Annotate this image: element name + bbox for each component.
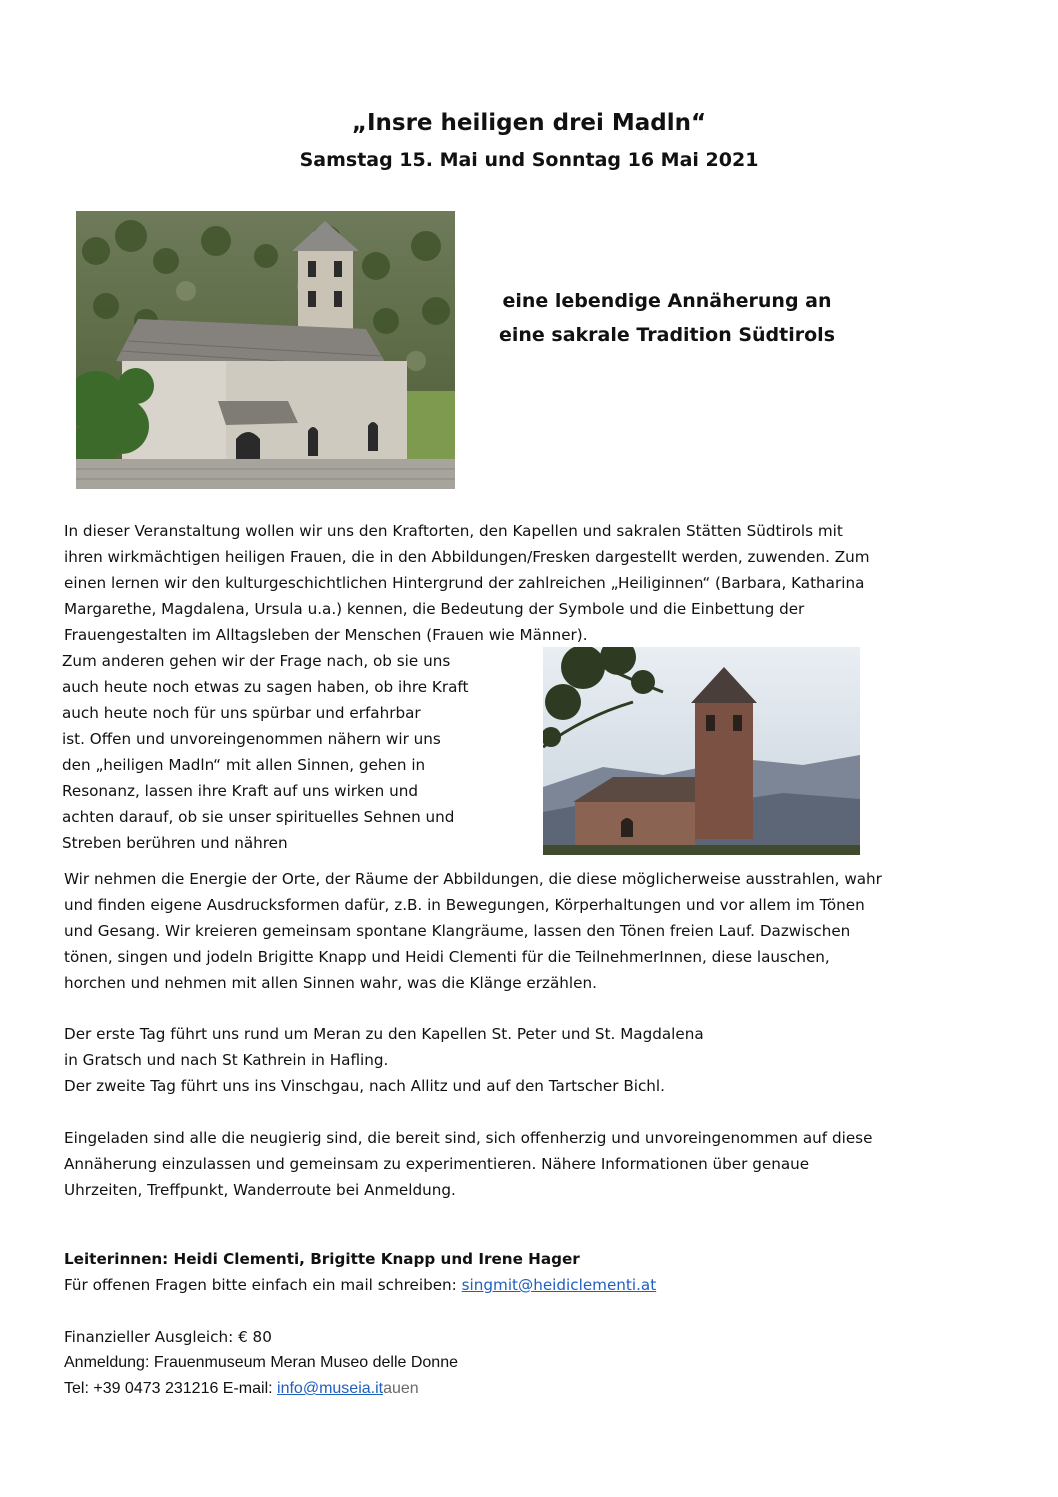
tagline-line: eine lebendige Annäherung an — [502, 290, 832, 312]
church-tower-photo — [543, 647, 860, 855]
text-line: ihren wirkmächtigen heiligen Frauen, die in den Abbildungen/Fresken dargestellt werden, zuwenden. Zum — [64, 548, 870, 566]
event-title: „Insre heiligen drei Madln“ — [351, 110, 707, 136]
text-line: auch heute noch für uns spürbar und erfahrbar — [62, 704, 421, 722]
text-line: und Gesang. Wir kreieren gemeinsam spontane Klangräume, lassen den Tönen freien Lauf. Dazwischen — [64, 922, 851, 940]
text-line: In dieser Veranstaltung wollen wir uns den Kraftorten, den Kapellen und sakralen Stätten Südtirols mit — [64, 522, 843, 540]
fee-line: Finanzieller Ausgleich: € 80 — [64, 1328, 272, 1346]
intro-paragraph — [64, 518, 870, 648]
energy-paragraph — [64, 866, 882, 996]
questions-email-link[interactable]: singmit@heidiclementi.at — [461, 1276, 657, 1294]
text-line: in Gratsch und nach St Kathrein in Hafling. — [64, 1051, 389, 1069]
text-line: Resonanz, lassen ihre Kraft auf uns wirken und — [62, 782, 418, 800]
chapel-photo — [76, 211, 455, 489]
tel-email-link[interactable]: info@museia.it — [277, 1380, 384, 1397]
contact-block — [64, 1246, 656, 1402]
text-line: den „heiligen Madln“ mit allen Sinnen, gehen in — [62, 756, 426, 774]
side-paragraph — [62, 648, 468, 856]
text-line: Frauengestalten im Alltagsleben der Menschen (Frauen wie Männer). — [64, 626, 588, 644]
questions-text: Für offenen Fragen bitte einfach ein mail schreiben: — [64, 1276, 462, 1294]
text-line: ist. Offen und unvoreingenommen nähern wir uns — [62, 730, 441, 748]
text-line: Margarethe, Magdalena, Ursula u.a.) kennen, die Bedeutung der Symbole und die Einbettung der — [64, 600, 805, 618]
text-line: Der erste Tag führt uns rund um Meran zu den Kapellen St. Peter und St. Magdalena — [64, 1025, 704, 1043]
tel-text: Tel: +39 0473 231216 E-mail: — [64, 1380, 278, 1397]
tel-suffix: auen — [383, 1380, 419, 1397]
tagline-line: eine sakrale Tradition Südtirols — [498, 324, 836, 346]
spacer — [64, 1298, 656, 1324]
text-line: Zum anderen gehen wir der Frage nach, ob sie uns — [62, 652, 451, 670]
leaders-line: Leiterinnen: Heidi Clementi, Brigitte Knapp und Irene Hager — [64, 1250, 580, 1268]
days-paragraph — [64, 1021, 704, 1099]
tagline — [462, 284, 872, 352]
text-line: Uhrzeiten, Treffpunkt, Wanderroute bei Anmeldung. — [64, 1181, 456, 1199]
text-line: einen lernen wir den kulturgeschichtlichen Hintergrund der zahlreichen „Heiliginnen“ (Barbara, Katharina — [64, 574, 865, 592]
text-line: Streben berühren und nähren — [62, 834, 288, 852]
text-line: Wir nehmen die Energie der Orte, der Räume der Abbildungen, die diese möglicherweise ausstrahlen, wahr — [64, 870, 882, 888]
text-line: tönen, singen und jodeln Brigitte Knapp und Heidi Clementi für die TeilnehmerInnen, diese lauschen, — [64, 948, 830, 966]
text-line: auch heute noch etwas zu sagen haben, ob ihre Kraft — [62, 678, 469, 696]
text-line: achten darauf, ob sie unser spirituelles Sehnen und — [62, 808, 455, 826]
invite-paragraph — [64, 1125, 872, 1203]
text-line: horchen und nehmen mit allen Sinnen wahr, was die Klänge erzählen. — [64, 974, 597, 992]
text-line: Eingeladen sind alle die neugierig sind, die bereit sind, sich offenherzig und unvoreingenommen auf diese — [64, 1129, 873, 1147]
text-line: Der zweite Tag führt uns ins Vinschgau, nach Allitz und auf den Tartscher Bichl. — [64, 1077, 665, 1095]
event-date: Samstag 15. Mai und Sonntag 16 Mai 2021 — [299, 149, 759, 171]
text-line: und finden eigene Ausdrucksformen dafür, z.B. in Bewegungen, Körperhaltungen und vor allem im Tönen — [64, 896, 865, 914]
text-line: Annäherung einzulassen und gemeinsam zu experimentieren. Nähere Informationen über genaue — [64, 1155, 810, 1173]
registration-line: Anmeldung: Frauenmuseum Meran Museo delle Donne — [64, 1354, 458, 1371]
questions-line — [64, 1272, 656, 1298]
tel-line — [64, 1376, 656, 1402]
